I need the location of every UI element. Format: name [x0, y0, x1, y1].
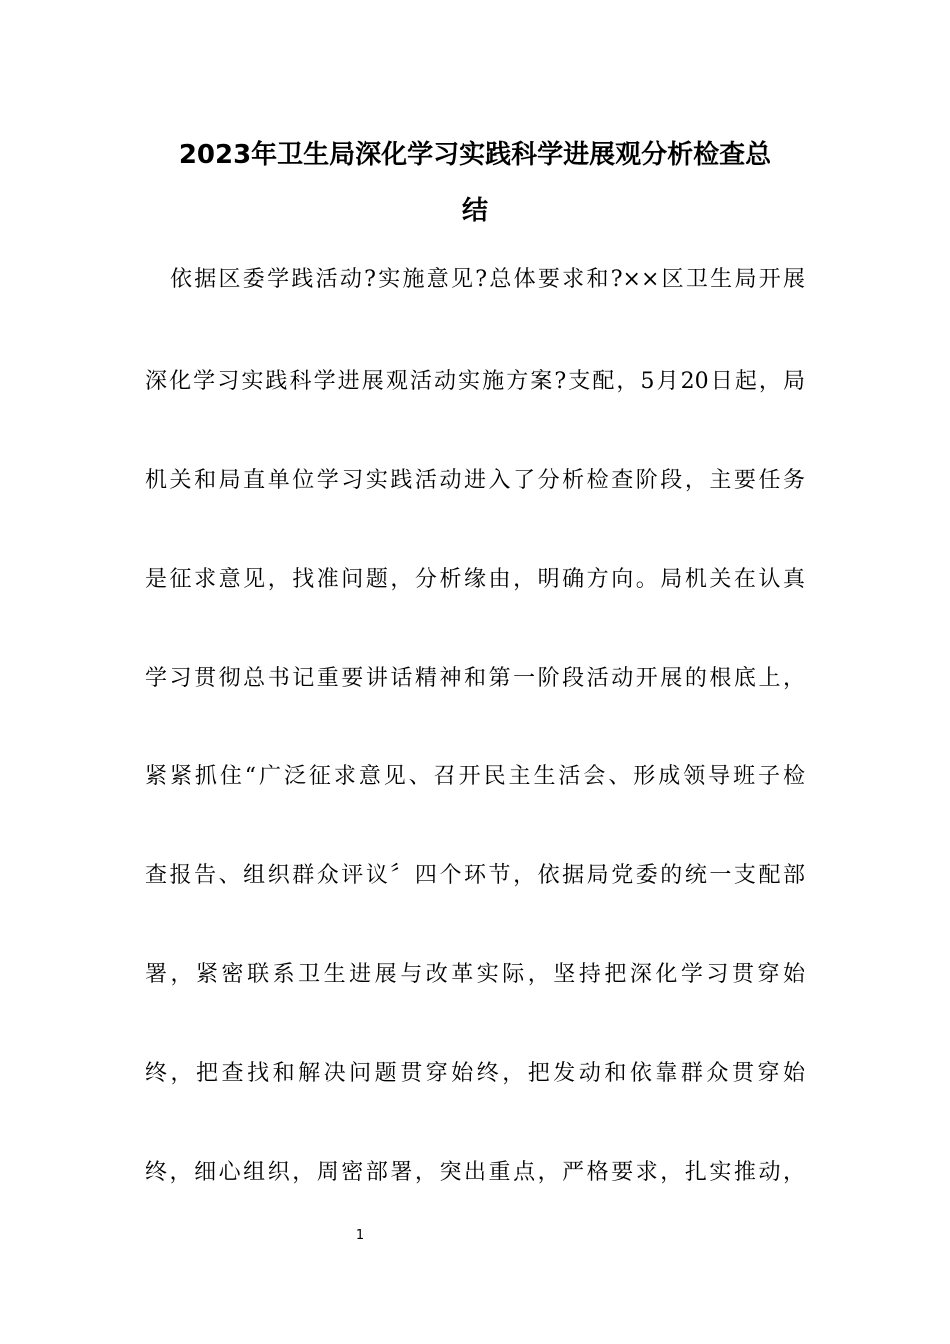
body-line-10: 终，细心组织，周密部署，突出重点，严格要求，扎实推动， [145, 1160, 805, 1185]
body-line-5: 学习贯彻总书记重要讲话精神和第一阶段活动开展的根底上， [145, 666, 805, 691]
document-title-line-1: 2023年卫生局深化学习实践科学进展观分析检查总 [178, 140, 772, 170]
page-number: 1 [355, 1228, 365, 1243]
body-line-8: 署，紧密联系卫生进展与改革实际，坚持把深化学习贯穿始 [145, 962, 805, 987]
body-line-7: 查报告、组织群众评议〞四个环节，依据局党委的统一支配部 [145, 863, 805, 888]
body-line-4: 是征求意见，找准问题，分析缘由，明确方向。局机关在认真 [145, 567, 805, 592]
document-title-line-2: 结 [461, 196, 488, 226]
body-line-3: 机关和局直单位学习实践活动进入了分析检查阶段，主要任务 [145, 468, 805, 493]
body-line-6: 紧紧抓住“广泛征求意见、召开民主生活会、形成领导班子检 [145, 764, 805, 789]
body-line-9: 终，把查找和解决问题贯穿始终，把发动和依靠群众贯穿始 [145, 1061, 805, 1086]
body-line-2: 深化学习实践科学进展观活动实施方案?支配，5月20日起，局 [145, 369, 805, 394]
body-line-1: 依据区委学践活动?实施意见?总体要求和?××区卫生局开展 [170, 267, 805, 292]
